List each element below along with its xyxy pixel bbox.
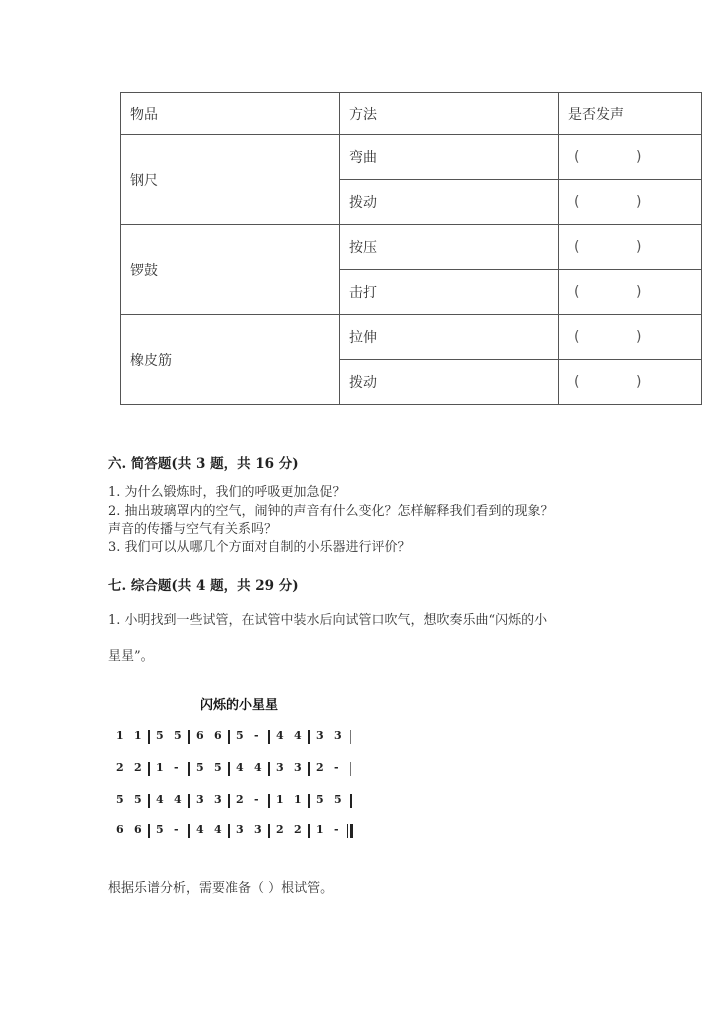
score-note: 4	[236, 761, 244, 774]
barline	[148, 794, 150, 808]
score-note: 4	[156, 793, 164, 806]
sustain-dash: -	[334, 823, 339, 836]
score-note: 1	[294, 793, 302, 806]
barline	[350, 762, 351, 776]
comprehensive-question-1: 1. 小明找到一些试管，在试管中装水后向试管口吹气，想吹奏乐曲“闪烁的小	[108, 613, 548, 628]
answer-cell[interactable]	[559, 225, 702, 270]
sustain-dash: -	[254, 729, 259, 742]
barline	[308, 824, 310, 838]
answer-cell[interactable]	[559, 180, 702, 225]
answer-blank[interactable]: ( )	[574, 374, 642, 390]
table-row	[121, 135, 702, 180]
answer-cell[interactable]	[559, 270, 702, 315]
barline	[188, 762, 190, 776]
score-note: 4	[174, 793, 182, 806]
score-note: 3	[334, 729, 342, 742]
score-note: 5	[214, 761, 222, 774]
short-answer-question-2: 2. 抽出玻璃罩内的空气，闹钟的声音有什么变化？怎样解释我们看到的现象？	[108, 504, 554, 519]
score-note: 5	[196, 761, 204, 774]
barline	[350, 794, 352, 808]
barline	[268, 794, 270, 808]
answer-cell[interactable]	[559, 360, 702, 405]
score-note: 5	[156, 823, 164, 836]
short-answer-question-1: 1. 为什么锻炼时，我们的呼吸更加急促？	[108, 485, 346, 500]
barline	[188, 730, 190, 744]
item-cell: 橡皮筋	[121, 315, 340, 405]
score-note: 2	[134, 761, 142, 774]
barline	[148, 824, 150, 838]
score-note: 3	[254, 823, 262, 836]
score-note: 1	[276, 793, 284, 806]
short-answer-question-2-cont: 声音的传播与空气有关系吗？	[108, 522, 278, 537]
score-note: 3	[294, 761, 302, 774]
answer-blank[interactable]: ( )	[574, 194, 642, 210]
score-note: 3	[196, 793, 204, 806]
score-note: 6	[214, 729, 222, 742]
method-cell: 按压	[340, 225, 559, 270]
barline	[228, 794, 230, 808]
section-6-title: 六. 简答题(共 3 题，共 16 分)	[108, 456, 299, 472]
table-row	[121, 225, 702, 270]
comprehensive-question-1-cont: 星星”。	[108, 649, 154, 664]
method-cell: 击打	[340, 270, 559, 315]
barline	[308, 794, 310, 808]
section-7-title: 七. 综合题(共 4 题，共 29 分)	[108, 578, 299, 594]
score-note: 2	[294, 823, 302, 836]
score-note: 4	[276, 729, 284, 742]
barline	[268, 824, 270, 838]
barline	[308, 730, 310, 744]
item-cell: 锣鼓	[121, 225, 340, 315]
score-note: 5	[134, 793, 142, 806]
method-cell: 拨动	[340, 180, 559, 225]
score-note: 3	[236, 823, 244, 836]
barline	[228, 762, 230, 776]
score-note: 5	[116, 793, 124, 806]
table-header-row	[121, 93, 702, 135]
score-note: 5	[156, 729, 164, 742]
score-note: 2	[276, 823, 284, 836]
score-note: 3	[214, 793, 222, 806]
score-note: 5	[174, 729, 182, 742]
score-note: 6	[134, 823, 142, 836]
score-note: 4	[196, 823, 204, 836]
answer-blank[interactable]: ( )	[574, 149, 642, 165]
score-note: 4	[214, 823, 222, 836]
sound-experiment-table	[120, 92, 702, 405]
fill-in-question: 根据乐谱分析，需要准备（ ）根试管。	[108, 881, 334, 896]
header-sound: 是否发声	[559, 93, 702, 135]
header-item: 物品	[121, 93, 340, 135]
answer-cell[interactable]	[559, 135, 702, 180]
answer-blank[interactable]: ( )	[574, 284, 642, 300]
short-answer-question-3: 3. 我们可以从哪几个方面对自制的小乐器进行评价？	[108, 540, 411, 555]
score-note: 5	[334, 793, 342, 806]
score-note: 5	[316, 793, 324, 806]
barline	[148, 762, 150, 776]
sustain-dash: -	[174, 823, 179, 836]
barline	[228, 730, 230, 744]
sustain-dash: -	[254, 793, 259, 806]
score-note: 6	[196, 729, 204, 742]
answer-blank[interactable]: ( )	[574, 329, 642, 345]
barline	[268, 730, 270, 744]
score-title: 闪烁的小星星	[200, 698, 279, 713]
sustain-dash: -	[174, 761, 179, 774]
score-note: 1	[134, 729, 142, 742]
barline	[228, 824, 230, 838]
score-note: 5	[236, 729, 244, 742]
barline	[188, 794, 190, 808]
score-note: 2	[236, 793, 244, 806]
final-barline	[350, 824, 353, 838]
score-note: 3	[276, 761, 284, 774]
score-note: 2	[116, 761, 124, 774]
score-note: 1	[316, 823, 324, 836]
barline	[148, 730, 150, 744]
table-row	[121, 315, 702, 360]
score-note: 1	[156, 761, 164, 774]
score-note: 1	[116, 729, 124, 742]
method-cell: 拉伸	[340, 315, 559, 360]
answer-cell[interactable]	[559, 315, 702, 360]
answer-blank[interactable]: ( )	[574, 239, 642, 255]
score-note: 6	[116, 823, 124, 836]
score-note: 2	[316, 761, 324, 774]
barline	[350, 730, 351, 744]
barline	[268, 762, 270, 776]
score-note: 4	[294, 729, 302, 742]
barline	[188, 824, 190, 838]
item-cell: 钢尺	[121, 135, 340, 225]
method-cell: 弯曲	[340, 135, 559, 180]
header-method: 方法	[340, 93, 559, 135]
score-note: 3	[316, 729, 324, 742]
score-note: 4	[254, 761, 262, 774]
barline	[308, 762, 310, 776]
sustain-dash: -	[334, 761, 339, 774]
method-cell: 拨动	[340, 360, 559, 405]
